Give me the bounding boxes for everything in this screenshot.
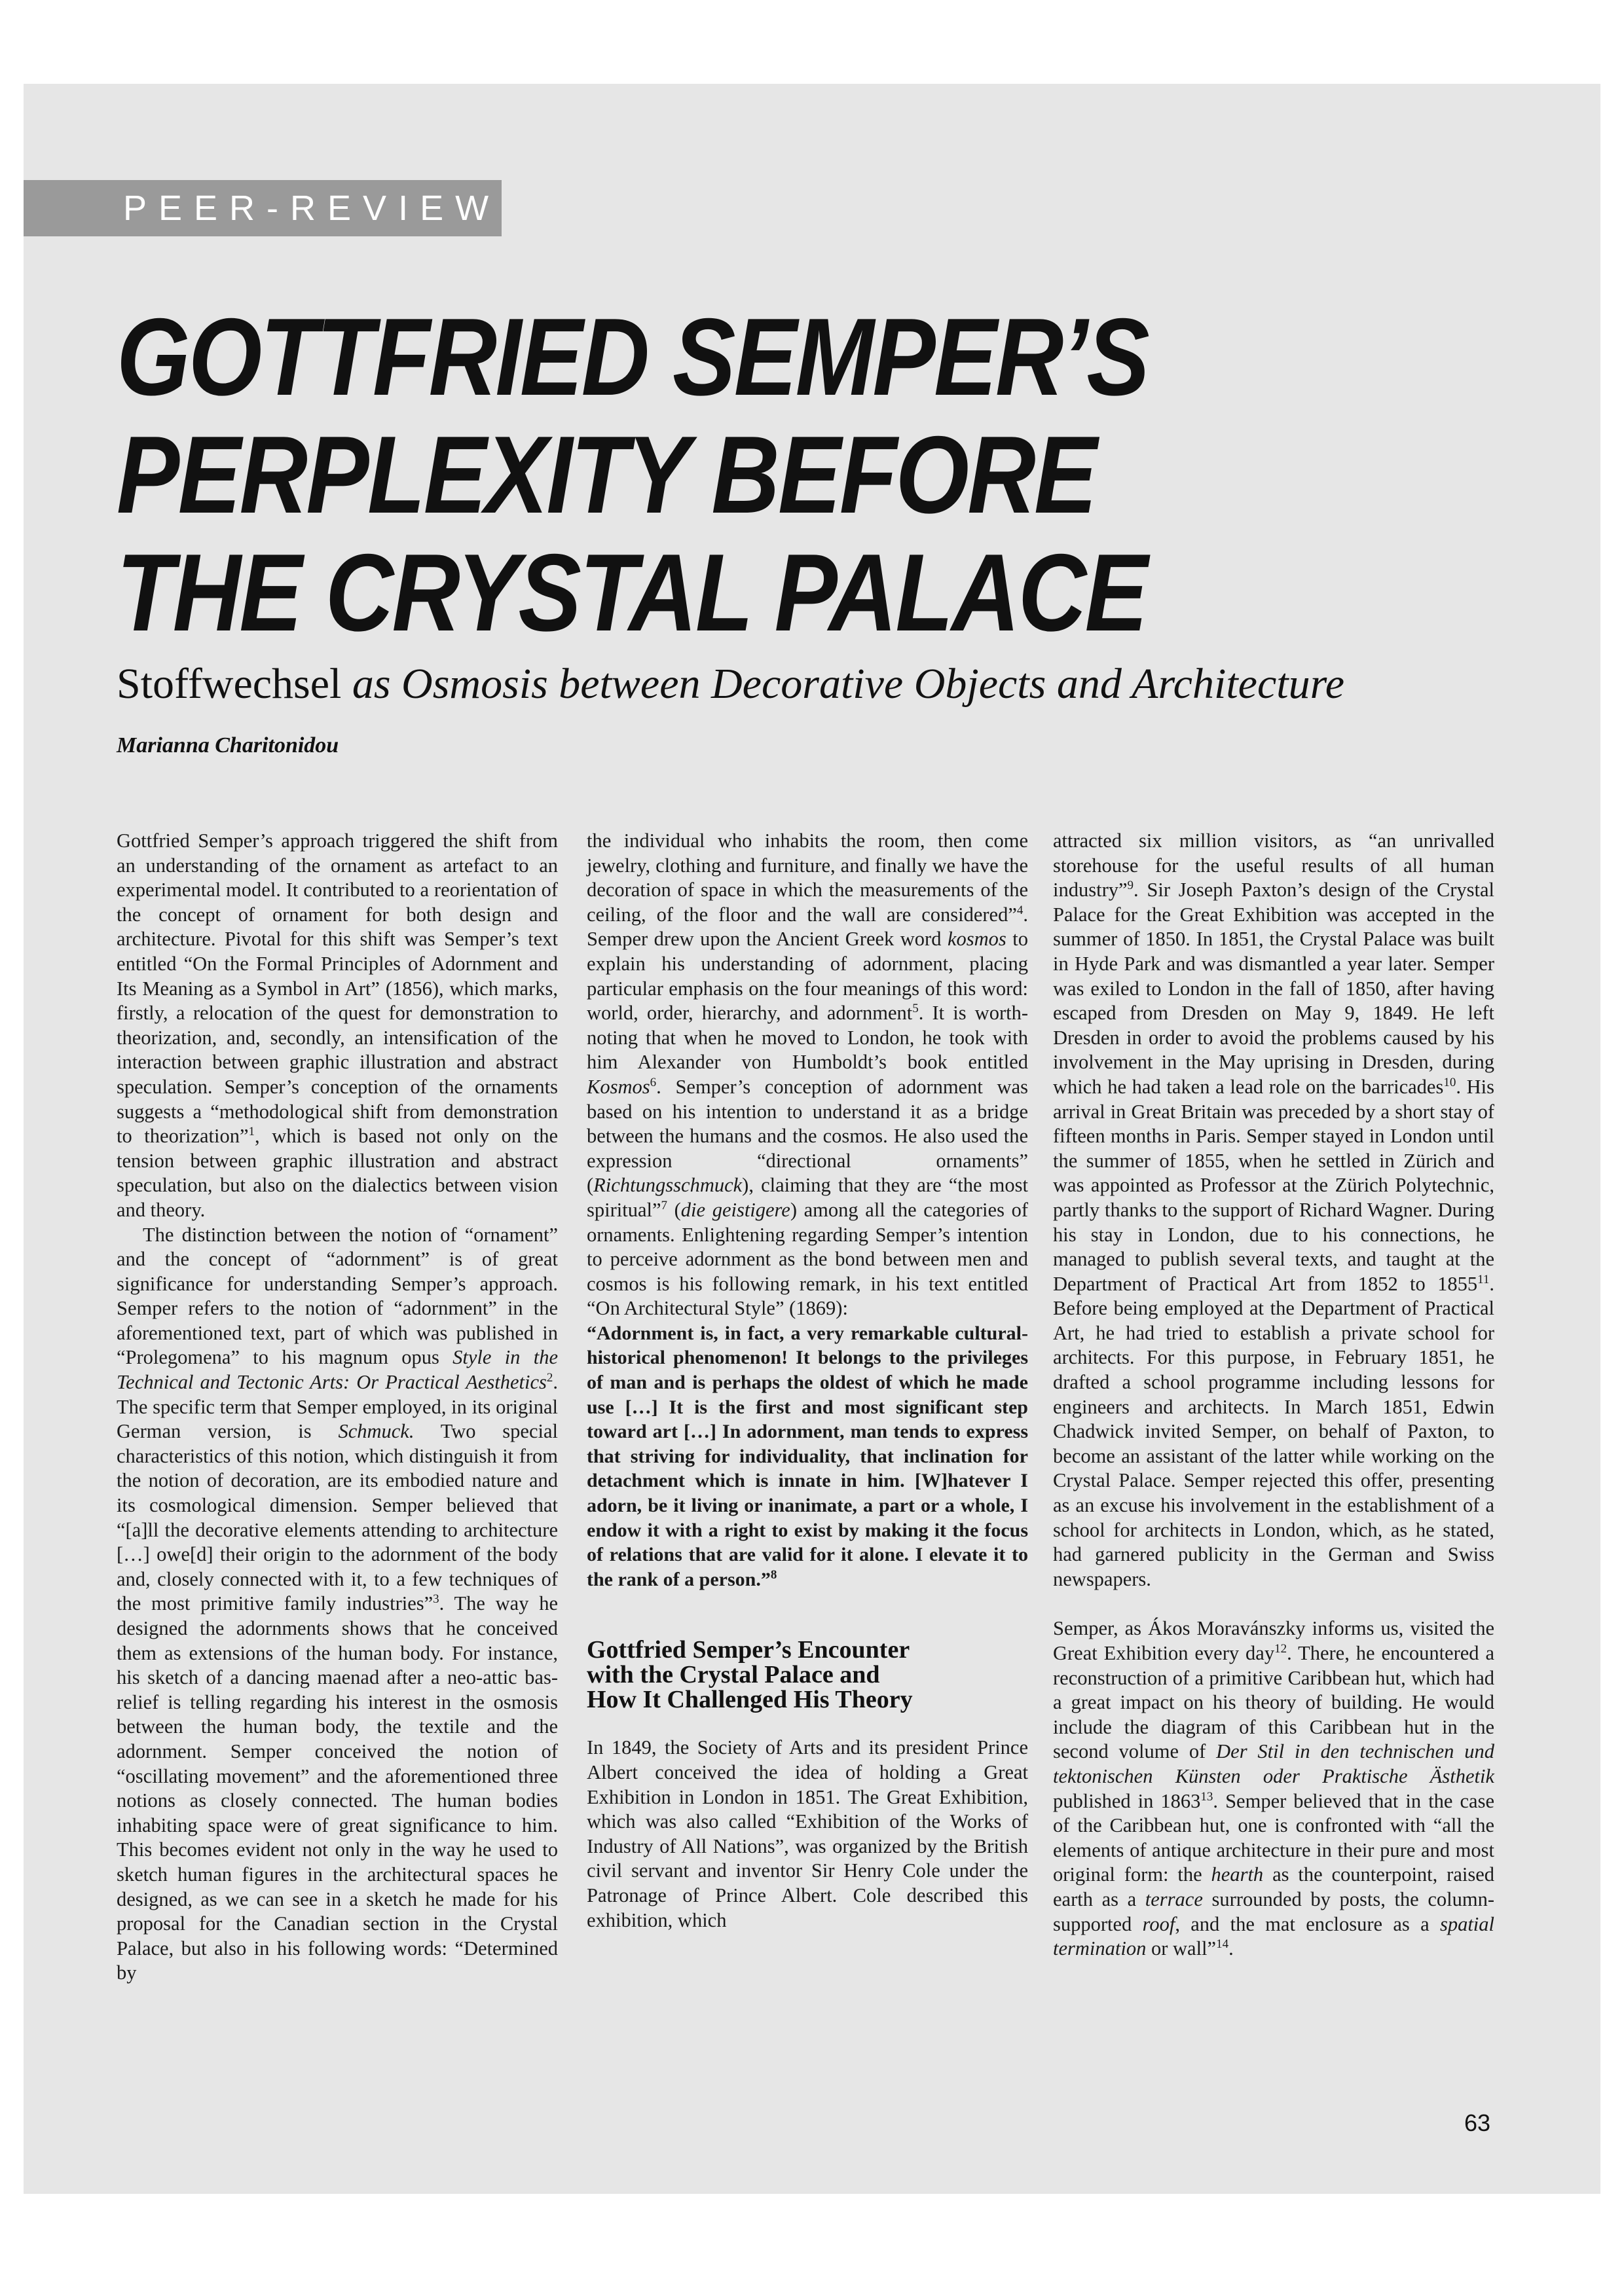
- article-title: [117, 295, 1492, 654]
- paragraph: the individual who inhabits the room, then come jewelry, clothing and furniture, and finally we have the decoration of space in which the measurements of the ceiling, of the floor and the wall are considered”$^4$. Semper drew upon the Ancient Greek word kosmos to explain his understanding of adornment, placing particular emphasis on the four meanings of this word: world, order, hierarchy, and adornment$^5$. It is worth-noting that when he moved to London, he took with him Alexander von Humboldt’s book entitled Kosmos$^6$. Semper’s conception of adornment was based on his intention to understand it as a bridge between the humans and the cosmos. He also used the expression “directional ornaments” (Richtungsschmuck), claiming that they are “the most spiritual”$^7$ (die geistigere) among all the categories of ornaments. Enlightening regarding Semper’s intention to perceive adornment as the bond between men and cosmos is his following remark, in his text entitled “On Architectural Style” (1869):: [587, 829, 1028, 1320]
- paragraph: attracted six million visitors, as “an unrivalled storehouse for the useful results of all human industry”$^9$. Sir Joseph Paxton’s design of the Crystal Palace for the Great Exhibition was accepted in the summer of 1850. In 1851, the Crystal Palace was built in Hyde Park and was dismantled a year later. Semper was exiled to London in the fall of 1850, after having escaped from Dresden on May 9, 1849. He left Dresden in order to avoid the problems caused by his involvement in the May uprising in Dresden, during which he had taken a lead role on the barricades$^{10}$. His arrival in Great Britain was preceded by a short stay of fifteen months in Paris. Semper stayed in London until the summer of 1855, when he settled in Zürich and was appointed as Professor at the Zürich Polytechnic, partly thanks to the support of Richard Wagner. During his stay in London, due to his connections, he managed to publish several texts, and taught at the Department of Practical Art from 1852 to 1855$^{11}$. Before being employed at the Department of Practical Art, he had tried to establish a private school for architects. For this purpose, in February 1851, he drafted a school programme including lessons for engineers and architects. In March 1851, Edwin Chadwick invited Semper, on behalf of Paxton, to become an assistant of the latter while working on the Crystal Palace. Semper rejected this offer, presenting as an excuse his involvement in the establishment of a school for architects in London, which, as he stated, had garnered publicity in the German and Swiss newspapers.: [1053, 829, 1494, 1590]
- block-quote: “Adornment is, in fact, a very remarkable cultural-historical phenomenon! It belongs to the privileges of man and is perhaps the oldest of which he made use […] It is the first and most significant step toward art […] In adornment, man tends to express that striving for individuality, that inclination for detachment which is innate in him. [W]hatever I adorn, be it living or inanimate, a part or a whole, I endow it with a right to exist by making it the focus of relations that are valid for it alone. I elevate it to the rank of a person.”$^8$: [587, 1322, 1028, 1590]
- subtitle-regular: Stoffwechsel: [117, 660, 342, 708]
- text-column-3: [1053, 829, 1494, 1961]
- footnote-ref: 4: [1016, 903, 1024, 917]
- paragraph: Gottfried Semper’s approach triggered the shift from an understanding of the ornament as artefact to an experimental model. It contributed to a reorientation of the concept of ornament for both design and architecture. Pivotal for this shift was Semper’s text entitled “On the Formal Principles of Adornment and Its Meaning as a Symbol in Art” (1856), which marks, firstly, a relocation of the quest for demonstration to theorization, and, secondly, an intensification of the interaction between graphic illustration and abstract speculation. Semper’s conception of the ornaments suggests a “methodological shift from demonstration to theorization”$^1$, which is based not only on the tension between graphic illustration and abstract speculation, but also on the dialectics between vision and theory.: [117, 829, 558, 1221]
- footnote-ref: 1: [248, 1124, 255, 1139]
- footnote-ref: 9: [1127, 879, 1134, 893]
- footnote-ref: 8: [770, 1567, 777, 1582]
- section-tag: PEER-REVIEW: [24, 180, 502, 236]
- footnote-ref: 5: [912, 1002, 919, 1015]
- article-subtitle: [117, 658, 1524, 710]
- title-line: THE CRYSTAL PALACE: [117, 531, 1147, 654]
- title-line: PERPLEXITY BEFORE: [117, 413, 1096, 536]
- footnote-ref: 2: [546, 1370, 553, 1385]
- footnote-ref: 3: [433, 1592, 439, 1607]
- subtitle-italic: as Osmosis between Decorative Objects and Architecture: [341, 660, 1345, 708]
- footnote-ref: 13: [1200, 1789, 1213, 1804]
- page-number: 63: [1464, 2109, 1491, 2136]
- footnote-ref: 6: [650, 1075, 657, 1089]
- footnote-ref: 11: [1477, 1272, 1490, 1286]
- footnote-ref: 7: [661, 1198, 667, 1212]
- section-heading: Gottfried Semper’s Encounter with the Crystal Palace and How It Challenged His Theory: [587, 1636, 913, 1714]
- title-line: GOTTFRIED SEMPER’S: [117, 295, 1149, 418]
- footnote-ref: 10: [1443, 1075, 1456, 1089]
- text-column-1: [117, 829, 558, 1986]
- author-name: Marianna Charitonidou: [117, 733, 339, 757]
- text-column-2: [587, 829, 1028, 1933]
- paragraph: In 1849, the Society of Arts and its president Prince Albert conceived the idea of holding a Great Exhibition in London in 1851. The Great Exhibition, which was also called “Exhibition of the Works of Industry of All Nations”, was organized by the British civil servant and inventor Sir Henry Cole under the Patronage of Prince Albert. Cole described this exhibition, which: [587, 1736, 1028, 1931]
- paragraph: The distinction between the notion of “ornament” and the concept of “adornment” is of great significance for understanding Semper’s approach. Semper refers to the notion of “adornment” in the aforementioned text, part of which was published in “Prolegomena” to his magnum opus Style in the Technical and Tectonic Arts: Or Practical Aesthetics$^2$. The specific term that Semper employed, in its original German version, is Schmuck. Two special characteristics of this notion, which distinguish it from the notion of decoration, are its embodied nature and its cosmological dimension. Semper believed that “[a]ll the decorative elements attending to architecture […] owe[d] their origin to the adornment of the body and, closely connected with it, to a few techniques of the most primitive family industries”$^3$. The way he designed the adornments shows that he conceived them as extensions of the human body. For instance, his sketch of a dancing maenad after a neo-attic bas-relief is telling regarding his interest in the osmosis between the human body, the textile and the adornment. Semper conceived the notion of “oscillating movement” and the aforementioned three notions as closely connected. The human bodies inhabiting space were of great significance to him. This becomes evident not only in the way he used to sketch human figures in the architectural spaces he designed, as we can see in a sketch he made for his proposal for the Canadian section in the Crystal Palace, but also in his following words: “Determined by: [117, 1223, 558, 1984]
- footnote-ref: 12: [1274, 1641, 1287, 1656]
- paragraph: Semper, as Ákos Moravánszky informs us, visited the Great Exhibition every day$^{12}$. There, he encountered a reconstruction of a primitive Caribbean hut, which had a great impact on his theory of building. He would include the diagram of this Caribbean hut in the second volume of Der Stil in den technischen und tektonischen Künsten oder Praktische Ästhetik published in 1863$^{13}$. Semper believed that in the case of the Caribbean hut, one is confronted with “all the elements of antique architecture in their pure and most original form: the hearth as the counterpoint, raised earth as a terrace surrounded by posts, the column-supported roof, and the mat enclosure as a spatial termination or wall”$^{14}$.: [1053, 1617, 1495, 1960]
- footnote-ref: 14: [1216, 1937, 1229, 1951]
